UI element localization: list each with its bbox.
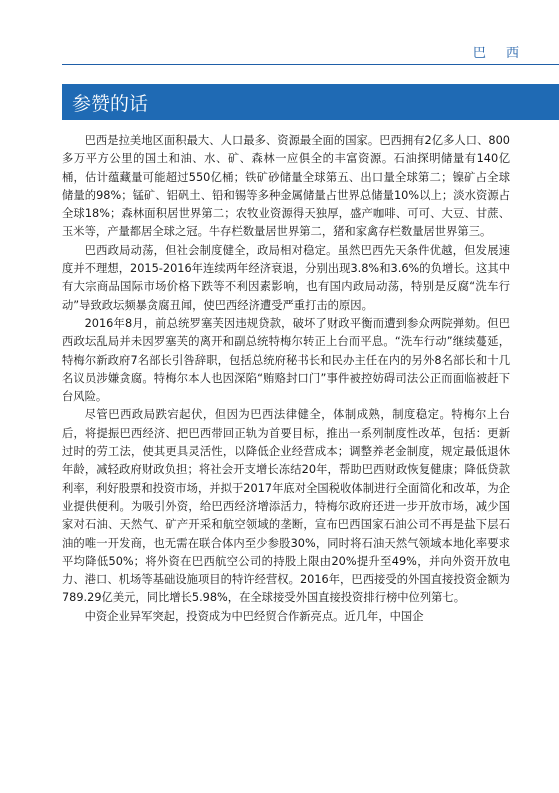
body-text [62,132,510,626]
paragraph: 巴西政局动荡，但社会制度健全，政局相对稳定。虽然巴西先天条件优越，但发展速度并不理想，2015-2016年连续两年经济衰退，分别出现3.8%和3.6%的负增长。这其中有大宗商品国际市场价格下跌等不利因素影响，也有国内政局动荡，特别是反腐“洗车行动”导致政坛频暴贪腐丑闻，使巴西经济遭受严重打击的原因。 [62,243,510,312]
header-divider [62,64,559,65]
section-banner [62,84,559,120]
paragraph: 2016年8月，前总统罗塞芙因违规贷款，破坏了财政平衡而遭到参众两院弹劾。但巴西政坛乱局并未因罗塞芙的离开和副总统特梅尔转正上台而平息。“洗车行动”继续蔓延，特梅尔新政府7名部长引咎辞职，包括总统府秘书长和民办主任在内的另外8名部长和十几名议员涉嫌贪腐。特梅尔本人也因深陷“贿赂封口门”事件被控妨碍司法公正而面临被赶下台风险。 [62,316,510,404]
paragraph: 中资企业异军突起，投资成为中巴经贸合作新亮点。近几年，中国企 [84,609,424,623]
paragraph: 尽管巴西政局跌宕起伏，但因为巴西法律健全，体制成熟，制度稳定。特梅尔上台后，将提振巴西经济、把巴西带回正轨为首要目标，推出一系列制度性改革，包括：更新过时的劳工法，使其更具灵活性，以降低企业经营成本；调整养老金制度，规定最低退休年龄，减轻政府财政负担；将社会开支增长冻结20年，帮助巴西财政恢复健康；降低贷款利率，利好股票和投资市场，并拟于2017年底对全国税收体制进行全面简化和改革，为企业提供便利。为吸引外资，给巴西经济增添活力，特梅尔政府还进一步开放市场，减少国家对石油、天然气、矿产开采和航空领域的垄断，宣布巴西国家石油公司不再是盐下层石油的唯一开发商，也无需在联合体内至少参股30%，同时将石油天然气领域本地化率要求平均降低50%；将外资在巴西航空公司的持股上限由20%提升至49%，并向外资开放电力、港口、机场等基础设施项目的特许经营权。2016年，巴西接受的外国直接投资金额为789.29亿美元，同比增长5.98%，在全球接受外国直接投资排行榜中位列第七。 [62,408,510,605]
section-title: 参赞的话 [72,93,149,115]
paragraph: 巴西是拉美地区面积最大、人口最多、资源最全面的国家。巴西拥有2亿多人口、800多万平方公里的国土和油、水、矿、森林一应俱全的丰富资源。石油探明储量有140亿桶，估计蕴藏量可能超过550亿桶；铁矿砂储量全球第五、出口量全球第二；镍矿占全球储量的98%；锰矿、铝矾土、铅和锡等多种金属储量占世界总储量10%以上；淡水资源占全球18%；森林面积居世界第二；农牧业资源得天独厚，盛产咖啡、可可、大豆、甘蔗、玉米等，产量都居全球之冠。牛存栏数量居世界第二，猪和家禽存栏数量居世界第三。 [62,134,510,239]
running-header-country: 巴 西 [472,46,527,61]
